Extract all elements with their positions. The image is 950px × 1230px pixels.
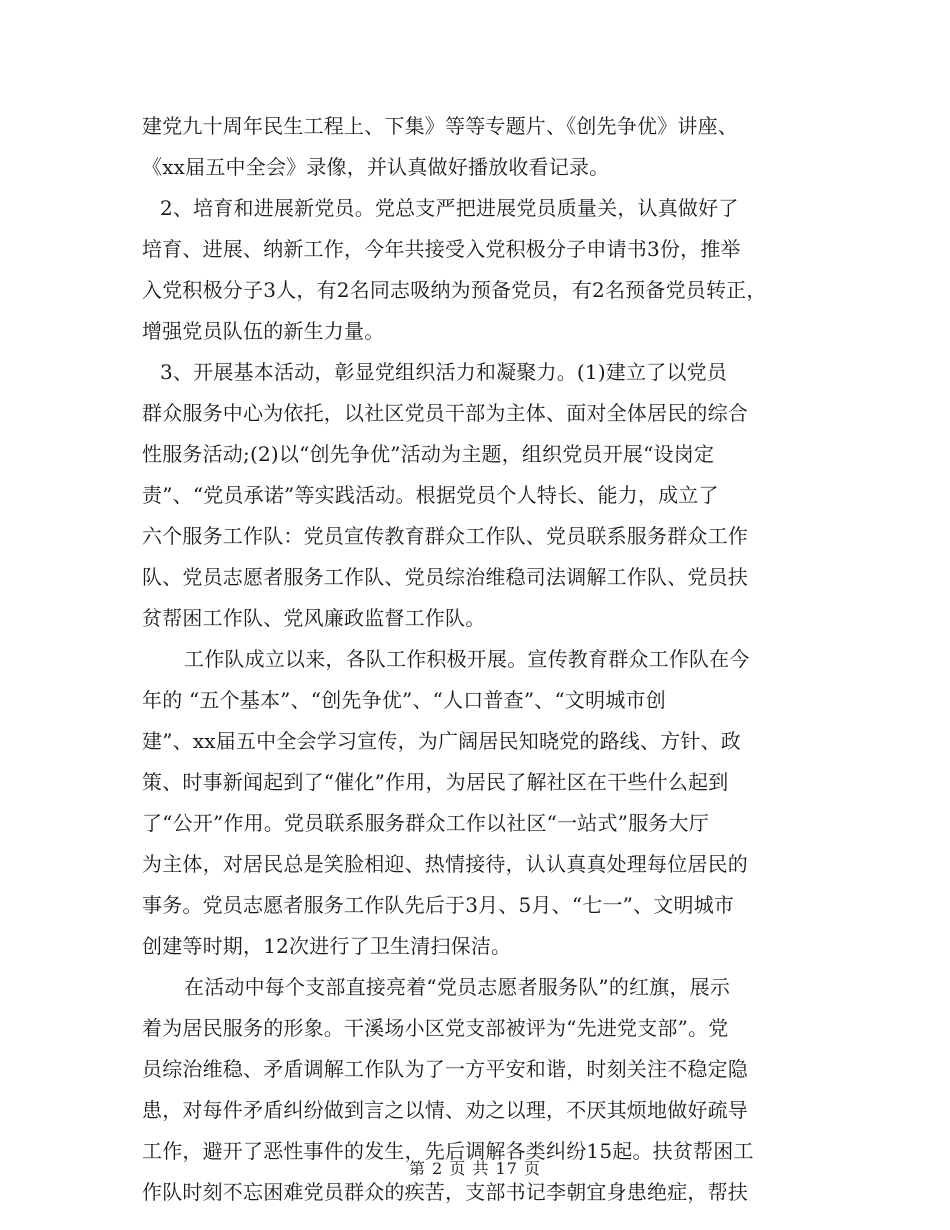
text-line: 建党九十周年民生工程上、下集》等等专题片、《创先争优》讲座、 xyxy=(142,114,738,138)
text-line: 入党积极分子3人，有2名同志吸纳为预备党员，有2名预备党员转正， xyxy=(142,278,767,302)
text-line: 六个服务工作队：党员宣传教育群众工作队、党员联系服务群众工作 xyxy=(142,524,748,548)
text-line: 策、时事新闻起到了“催化”作用，为居民了解社区在干些什么起到 xyxy=(142,770,729,794)
text-line: 了“公开”作用。党员联系服务群众工作以社区“一站式”服务大厅 xyxy=(142,811,709,835)
text-line: 工作，避开了恶性事件的发生，先后调解各类纠纷15起。扶贫帮困工 xyxy=(142,1139,754,1163)
paragraph-start-line: 在活动中每个支部直接亮着“党员志愿者服务队”的红旗，展示 xyxy=(184,975,731,999)
text-line: 增强党员队伍的新生力量。 xyxy=(142,319,385,343)
paragraph-start-line: 3、开展基本活动，彰显党组织活力和凝聚力。(1)建立了以党员 xyxy=(160,360,728,384)
page-number-footer: 第 2 页 共 17 页 xyxy=(409,1159,541,1178)
text-line: 《xx届五中全会》录像，并认真做好播放收看记录。 xyxy=(142,155,610,179)
text-line: 员综治维稳、矛盾调解工作队为了一方平安和谐，时刻关注不稳定隐 xyxy=(142,1057,748,1081)
document-body xyxy=(142,106,832,1213)
text-line: 作队时刻不忘困难党员群众的疾苦，支部书记李朝宜身患绝症，帮扶 xyxy=(142,1180,748,1204)
text-line: 患，对每件矛盾纠纷做到言之以情、劝之以理，不厌其烦地做好疏导 xyxy=(142,1098,748,1122)
text-line: 性服务活动;(2)以“创先争优”活动为主题，组织党员开展“设岗定 xyxy=(142,442,715,466)
text-line: 年的 “五个基本”、“创先争优”、“人口普查”、“文明城市创 xyxy=(142,688,666,712)
text-line: 创建等时期，12次进行了卫生清扫保洁。 xyxy=(142,934,512,958)
text-line: 着为居民服务的形象。干溪场小区党支部被评为“先进党支部”。党 xyxy=(142,1016,729,1040)
text-line: 责”、“党员承诺”等实践活动。根据党员个人特长、能力，成立了 xyxy=(142,483,719,507)
text-line: 为主体，对居民总是笑脸相迎、热情接待，认认真真处理每位居民的 xyxy=(142,852,748,876)
text-line: 培育、进展、纳新工作，今年共接受入党积极分子申请书3份，推举 xyxy=(142,237,741,261)
text-line: 建”、xx届五中全会学习宣传，为广阔居民知晓党的路线、方针、政 xyxy=(142,729,741,753)
paragraph-start-line: 工作队成立以来，各队工作积极开展。宣传教育群众工作队在今 xyxy=(184,647,750,671)
text-line: 队、党员志愿者服务工作队、党员综治维稳司法调解工作队、党员扶 xyxy=(142,565,748,589)
text-line: 贫帮困工作队、党风廉政监督工作队。 xyxy=(142,606,486,630)
paragraph-start-line: 2、培育和进展新党员。党总支严把进展党员质量关，认真做好了 xyxy=(160,196,739,220)
text-line: 群众服务中心为依托，以社区党员干部为主体、面对全体居民的综合 xyxy=(142,401,748,425)
text-line: 事务。党员志愿者服务工作队先后于3月、5月、“七一”、文明城市 xyxy=(142,893,735,917)
